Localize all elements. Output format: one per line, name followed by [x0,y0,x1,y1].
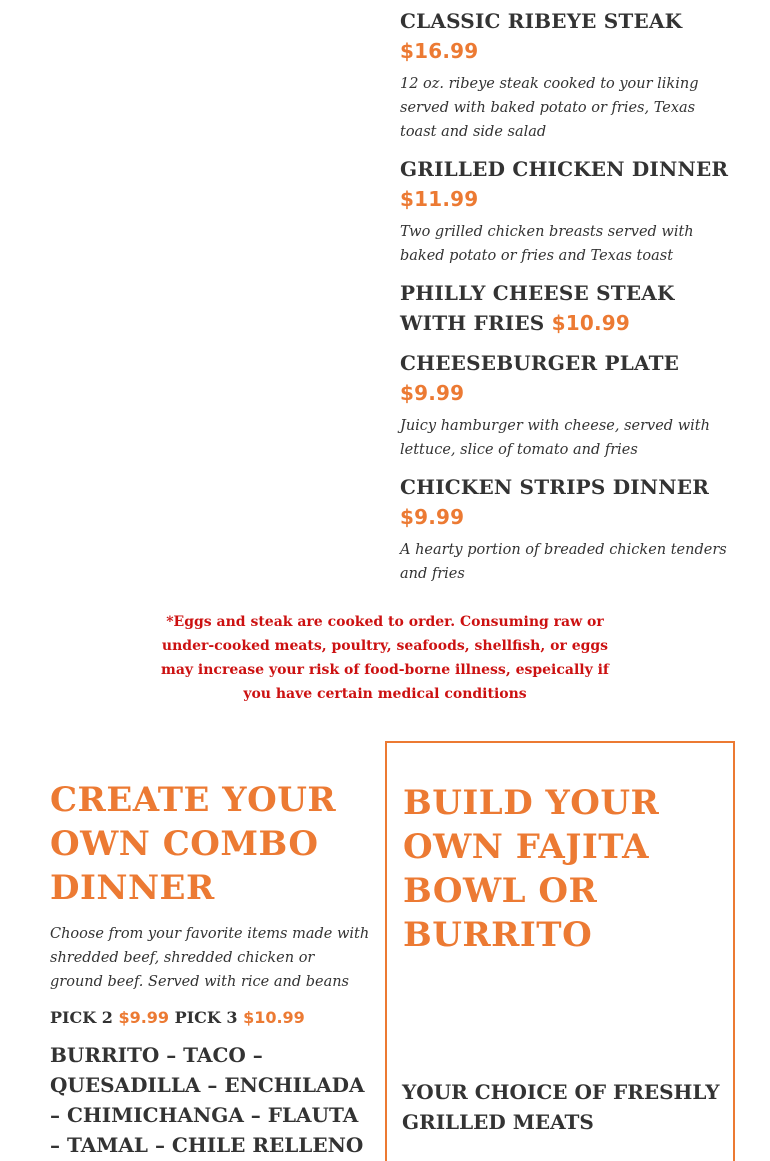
menu-item-grilled-chicken [400,154,730,268]
menu-item-title [400,348,730,408]
menu-item-name: CHICKEN STRIPS DINNER [400,475,710,499]
fajita-section [385,741,735,1161]
menu-item-description: A hearty portion of breaded chicken tenders and fries [400,542,727,582]
menu-item-price: $9.99 [400,381,465,405]
pick3-label: PICK 3 [174,1008,238,1027]
menu-item-price: $9.99 [400,505,465,529]
menu-item-name: GRILLED CHICKEN DINNER [400,157,729,181]
combo-section [50,778,370,1160]
menu-item-name: CHEESEBURGER PLATE [400,351,680,375]
menu-item-description: Two grilled chicken breasts served with baked potato or fries and Texas toast [400,224,694,264]
combo-description: Choose from your favorite items made with shredded beef, shredded chicken or ground beef. Served with rice and beans [50,926,370,990]
menu-item-title [400,154,730,214]
combo-pricing [50,1006,370,1030]
menu-item-name: CLASSIC RIBEYE STEAK [400,9,683,33]
menu-item-description: Juicy hamburger with cheese, served with lettuce, slice of tomato and fries [400,418,710,458]
food-safety-notice: *Eggs and steak are cooked to order. Consuming raw or under-cooked meats, poultry, seafoods, shellfish, or eggs may increase your risk of food-borne illness, espeically if you have certain medical conditions [161,614,609,702]
combo-items-list: BURRITO – TACO – QUESADILLA – ENCHILADA – CHIMICHANGA – FLAUTA – TAMAL – CHILE RELLENO [50,1043,365,1157]
menu-item-price: $11.99 [400,187,479,211]
menu-item-title [400,6,730,66]
menu-item-title [400,278,730,338]
fajita-heading: BUILD YOUR OWN FAJITA BOWL OR BURRITO [403,783,660,955]
menu-item-ribeye [400,6,730,144]
menu-item-title [400,472,730,532]
pick3-price: $10.99 [243,1008,305,1027]
combo-heading: CREATE YOUR OWN COMBO DINNER [50,780,337,908]
menu-item-chicken-strips [400,472,730,586]
menu-list [400,6,730,596]
pick2-label: PICK 2 [50,1008,113,1027]
menu-item-price: $16.99 [400,39,479,63]
menu-item-price: $10.99 [551,311,630,335]
menu-item-philly [400,278,730,338]
pick2-price: $9.99 [118,1008,170,1027]
menu-item-description: 12 oz. ribeye steak cooked to your liking served with baked potato or fries, Texas toast and side salad [400,76,699,140]
fajita-subheading: YOUR CHOICE OF FRESHLY GRILLED MEATS [402,1080,720,1134]
menu-item-cheeseburger [400,348,730,462]
menu-item-name: PHILLY CHEESE STEAK WITH FRIES [400,281,675,335]
